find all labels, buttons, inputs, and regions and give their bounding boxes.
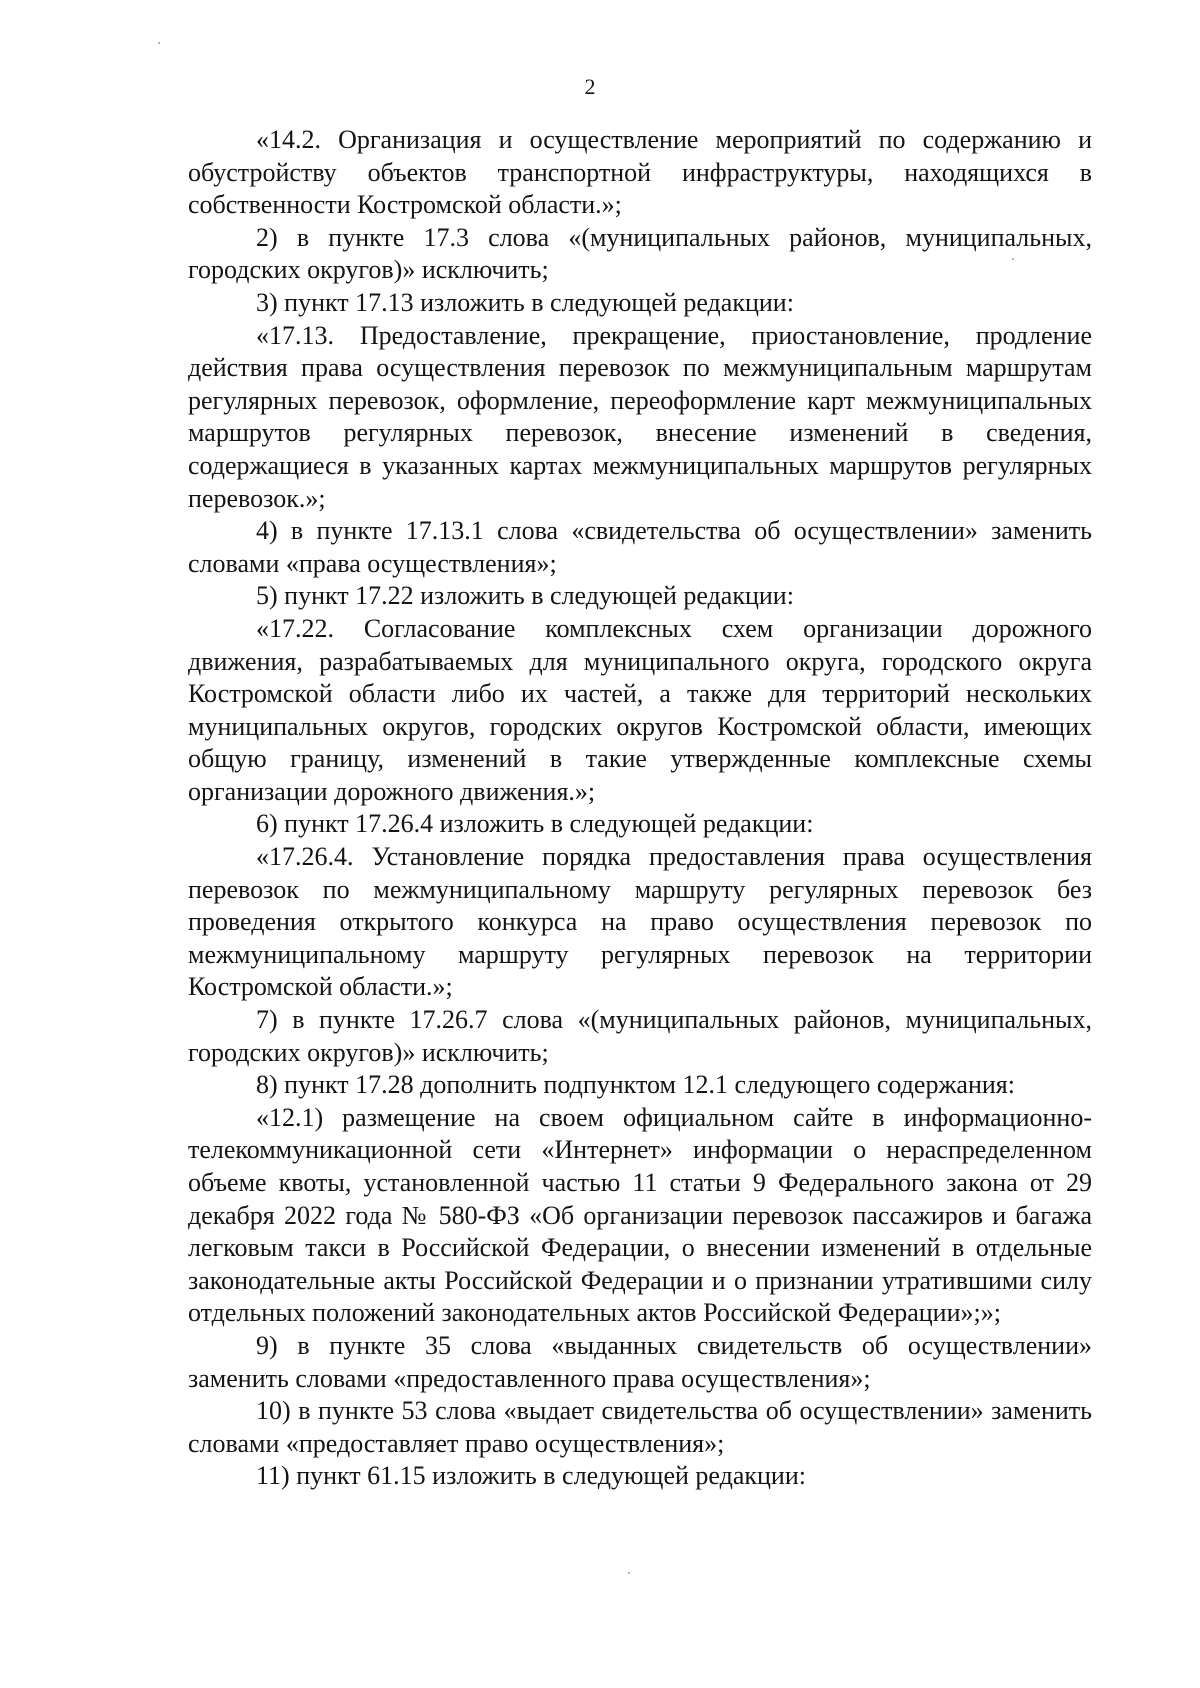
paragraph: 2) в пункте 17.3 слова «(муниципальных районов, муниципальных, городских округов)» исключить;: [188, 222, 1092, 285]
paragraph: «14.2. Организация и осуществление мероприятий по содержанию и обустройству объектов транспортной инфраструктуры, находящихся в собственности Костромской области.»;: [188, 125, 1092, 220]
paragraph: 8) пункт 17.28 дополнить подпунктом 12.1 следующего содержания:: [256, 1070, 1015, 1100]
paragraph: 3) пункт 17.13 изложить в следующей редакции:: [256, 287, 794, 317]
paragraph: 9) в пункте 35 слова «выданных свидетельств об осуществлении» заменить словами «предоставленного права осуществления»;: [188, 1330, 1092, 1393]
paragraph: 5) пункт 17.22 изложить в следующей редакции:: [256, 581, 794, 611]
scan-speck: [628, 1572, 630, 1574]
page-number: 2: [584, 74, 596, 99]
paragraph: 4) в пункте 17.13.1 слова «свидетельства об осуществлении» заменить словами «права осуществления»;: [188, 516, 1092, 578]
scan-speck: [158, 42, 160, 44]
paragraph: «17.13. Предоставление, прекращение, приостановление, продление действия права осуществления перевозок по межмуниципальным маршрутам регулярных перевозок, оформление, переоформление карт межмуниципальных маршрутов регулярных перевозок, внесение изменений в сведения, содержащиеся в указанных картах межмуниципальных маршрутов регулярных перевозок.»;: [188, 320, 1092, 513]
paragraph: 11) пункт 61.15 изложить в следующей редакции:: [256, 1461, 806, 1491]
paragraph: «12.1) размещение на своем официальном сайте в информационно-телекоммуникационной сети «Интернет» информации о нераспределенном объеме квоты, установленной частью 11 статьи 9 Федерального закона от 29 декабря 2022 года № 580-ФЗ «Об организации перевозок пассажиров и багажа легковым такси в Российской Федерации, о внесении изменений в отдельные законодательные акты Российской Федерации и о признании утратившими силу отдельных положений законодательных актов Российской Федерации»;»;: [188, 1102, 1092, 1328]
paragraph: 6) пункт 17.26.4 изложить в следующей редакции:: [256, 809, 814, 839]
paragraph: «17.22. Согласование комплексных схем организации дорожного движения, разрабатываемых для муниципального округа, городского округа Костромской области либо их частей, а также для территорий нескольких муниципальных округов, городских округов Костромской области, имеющих общую границу, изменений в такие утвержденные комплексные схемы организации дорожного движения.»;: [188, 613, 1092, 806]
paragraph: 10) в пункте 53 слова «выдает свидетельства об осуществлении» заменить словами «предоставляет право осуществления»;: [188, 1396, 1092, 1458]
paragraph: 7) в пункте 17.26.7 слова «(муниципальных районов, муниципальных, городских округов)» исключить;: [188, 1005, 1092, 1067]
paragraph: «17.26.4. Установление порядка предоставления права осуществления перевозок по межмуниципальному маршруту регулярных перевозок без проведения открытого конкурса на право осуществления перевозок по межмуниципальному маршруту регулярных перевозок на территории Костромской области.»;: [188, 842, 1092, 1002]
document-body: [188, 124, 1092, 1493]
